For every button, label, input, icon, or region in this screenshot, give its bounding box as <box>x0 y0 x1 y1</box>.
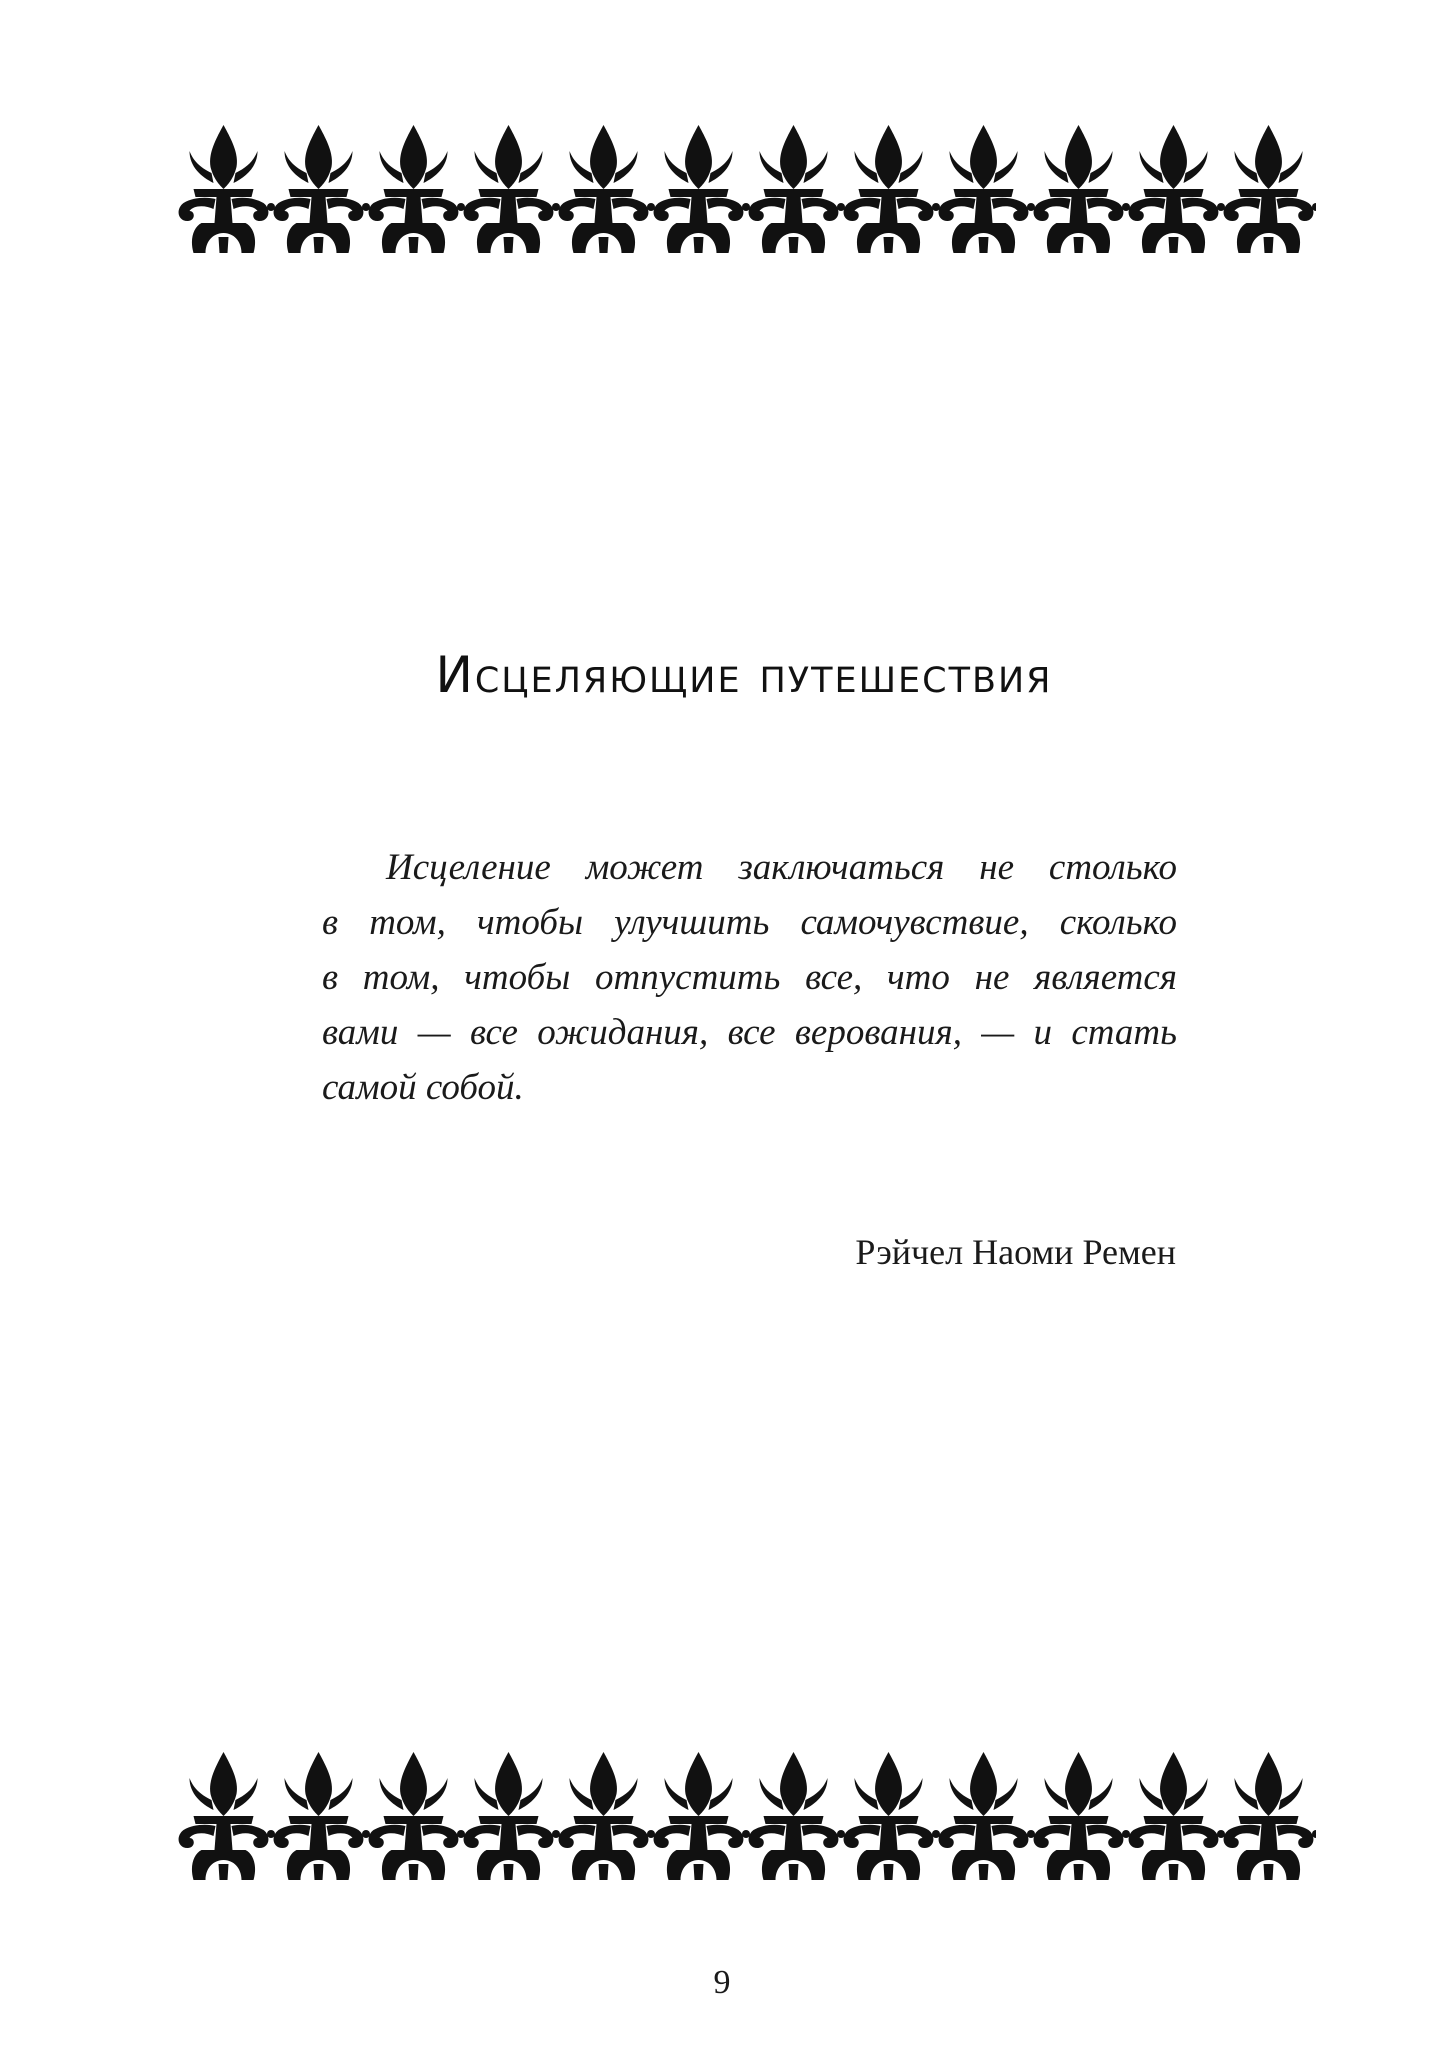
quote-author: Рэйчел Наоми Ремен <box>855 1232 1176 1272</box>
fleur-motif-icon <box>654 1752 750 1880</box>
fleur-motif-icon <box>939 125 1035 253</box>
page-number: 9 <box>713 1964 731 2001</box>
fleur-border-icon <box>176 123 1316 255</box>
fleur-motif-icon <box>464 1752 560 1880</box>
ornamental-border-bottom <box>176 1750 1316 1882</box>
fleur-motif-icon <box>844 1752 940 1880</box>
fleur-motif-icon <box>749 125 845 253</box>
fleur-motif-icon <box>369 1752 465 1880</box>
fleur-motif-icon <box>179 125 275 253</box>
fleur-motif-icon <box>464 125 560 253</box>
fleur-motif-icon <box>1034 1752 1130 1880</box>
fleur-motif-icon <box>559 125 655 253</box>
quote-line: вами — все ожидания, все верования, — и стать <box>322 1012 1177 1053</box>
fleur-motif-icon <box>274 125 370 253</box>
fleur-motif-icon <box>844 125 940 253</box>
fleur-motif-icon <box>559 1752 655 1880</box>
fleur-border-icon <box>176 1750 1316 1882</box>
fleur-motif-icon <box>654 125 750 253</box>
fleur-motif-icon <box>1224 125 1316 253</box>
epigraph-quote <box>322 840 1177 1115</box>
quote-line: в том, чтобы отпустить все, что не является <box>322 957 1177 998</box>
fleur-motif-icon <box>1129 1752 1225 1880</box>
fleur-motif-icon <box>369 125 465 253</box>
fleur-motif-icon <box>274 1752 370 1880</box>
fleur-motif-icon <box>749 1752 845 1880</box>
fleur-motif-icon <box>179 1752 275 1880</box>
fleur-motif-icon <box>1224 1752 1316 1880</box>
ornamental-border-top <box>176 123 1316 255</box>
fleur-motif-icon <box>939 1752 1035 1880</box>
quote-line: Исцеление может заключаться не столько <box>386 847 1177 888</box>
fleur-motif-icon <box>1034 125 1130 253</box>
chapter-title: Исцеляющие путешествия <box>435 646 1053 704</box>
quote-line: самой собой. <box>322 1067 524 1108</box>
quote-line: в том, чтобы улучшить самочувствие, сколько <box>322 902 1177 943</box>
fleur-motif-icon <box>1129 125 1225 253</box>
